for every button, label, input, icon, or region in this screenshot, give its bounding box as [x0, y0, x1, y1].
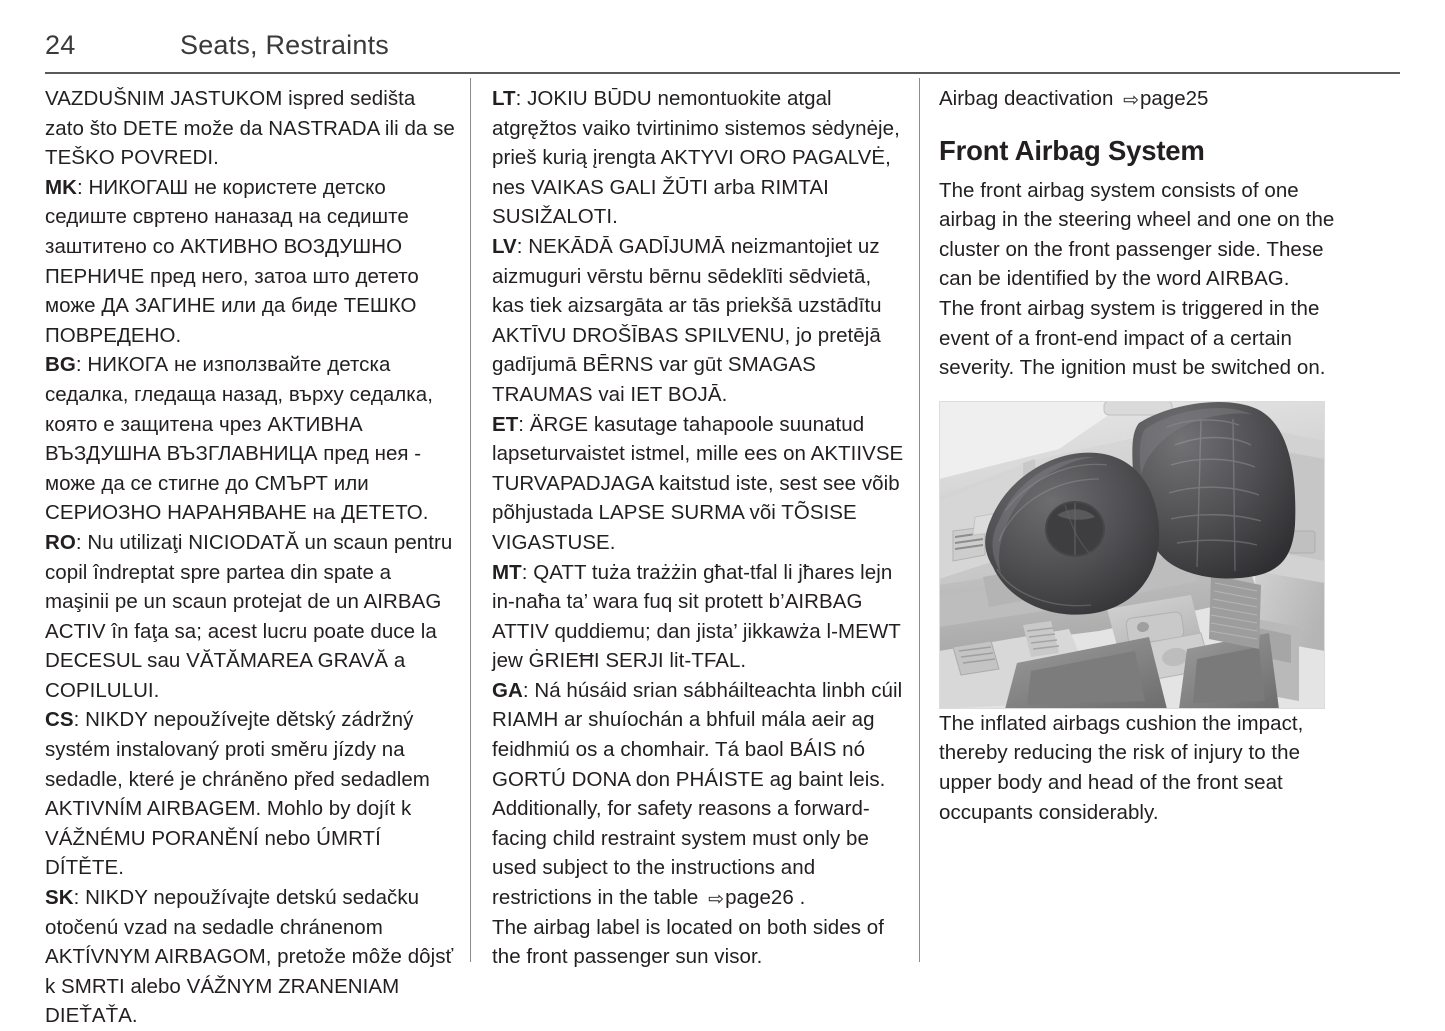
- column-1: [45, 84, 457, 1031]
- paragraph-text: : НИКОГАШ не користете детско седиште свртено наназад на седиште заштитено со АКТИВНО ВОЗДУШНО ПЕРНИЧЕ пред него, затоа што детето може ДА ЗАГИНЕ или да биде ТЕШКО ПОВРЕДЕНО.: [45, 175, 419, 347]
- column-divider-2: [919, 78, 920, 962]
- paragraph-cs: [45, 705, 457, 883]
- paragraph-ga: [492, 676, 904, 794]
- paragraph-additional-restrictions: [492, 794, 904, 912]
- paragraph-et: [492, 410, 904, 558]
- paragraph-airbag-cushion-effect: The inflated airbags cushion the impact, thereby reducing the risk of injury to the upper body and head of the front seat occupants considerably.: [939, 711, 1304, 824]
- paragraph-text: : QATT tuża trażżin għat-tfal li jħares lejn in-naħa ta’ wara fuq sit protett b’AIRBAG ATTIV quddiemu; dan jista’ jikkawża l-MEWT jew ĠRIEĦI SERJI lit-TFAL.: [492, 560, 901, 673]
- cross-reference-arrow-icon: ⇨: [708, 889, 725, 911]
- paragraph-front-airbag-description: The front airbag system consists of one airbag in the steering wheel and one on the cluster on the front passenger side. These can be identified by the word AIRBAG.: [939, 178, 1335, 291]
- cross-reference-target[interactable]: page26: [725, 886, 794, 910]
- paragraph-front-airbag-trigger: The front airbag system is triggered in the event of a front-end impact of a certain severity. The ignition must be switched on.: [939, 296, 1326, 380]
- paragraph-bg: [45, 350, 457, 528]
- paragraph-text: : NIKDY nepoužívajte detskú sedačku otočenú vzad na sedadle chránenom AKTÍVNYM AIRBAGOM, pretože môže dôjsť k SMRTI alebo VÁŽNYM ZRANENIAM DIEŤAŤA.: [45, 886, 454, 1028]
- paragraph-text: : Nu utilizaţi NICIODATĂ un scaun pentru copil îndreptat spre partea din spate a maşinii pe un scaun protejat de un AIRBAG ACTIV în faţa sa; acest lucru poate duce la DECESUL sau VĂTĂMAREA GRAVĂ a COPILULUI.: [45, 530, 453, 702]
- paragraph-text: VAZDUŠNIM JASTUKOM ispred sedišta zato što DETE može da NASTRADA ili da se TEŠKO POVREDI.: [45, 87, 455, 170]
- column-divider-1: [470, 78, 471, 962]
- paragraph-sk: [45, 883, 457, 1031]
- language-code-mk: MK: [45, 175, 77, 199]
- paragraph-text: The airbag label is located on both sides of the front passenger sun visor.: [492, 915, 884, 969]
- sentence-period: .: [799, 886, 806, 910]
- content-columns: [0, 84, 1445, 1028]
- page-header: [45, 30, 1400, 74]
- paragraph-text: : NEKĀDĀ GADĪJUMĀ neizmantojiet uz aizmuguri vērstu bērnu sēdeklīti sēdvietā, kas tiek aizsargāta ar tās priekšā uzstādītu AKTĪVU DROŠĪBAS SPILVENU, jo pretējā gadījumā BĒRNS var gūt SMAGAS TRAUMAS vai IET BOJĀ.: [492, 234, 882, 406]
- column-2: [492, 84, 904, 972]
- paragraph-mt: [492, 558, 904, 676]
- paragraph-text: : NIKDY nepoužívejte dětský zádržný systém instalovaný proti směru jízdy na sedadle, které je chráněno před sedadlem AKTIVNÍM AIRBAGEM. Mohlo by dojít k VÁŽNÉMU PORANĚNÍ nebo ÚMRTÍ DÍTĚTE.: [45, 708, 430, 880]
- airbag-deactivation-cross-reference: [939, 84, 1339, 114]
- language-code-lt: LT: [492, 87, 516, 110]
- language-code-ga: GA: [492, 678, 523, 702]
- language-code-mt: MT: [492, 560, 522, 584]
- paragraph-lt: [492, 84, 904, 232]
- paragraph-text: Additionally, for safety reasons a forward-facing child restraint system must only be used subject to the instructions and restrictions in the table: [492, 797, 870, 910]
- paragraph-ro: [45, 528, 457, 706]
- section-title-front-airbag-system: Front Airbag System: [939, 134, 1205, 166]
- cross-reference-arrow-icon: ⇨: [1123, 90, 1139, 111]
- language-code-cs: CS: [45, 708, 74, 732]
- language-code-lv: LV: [492, 234, 517, 258]
- paragraph-continuation-sr: [45, 84, 457, 173]
- language-code-et: ET: [492, 412, 519, 436]
- paragraph-label-location: [492, 913, 904, 972]
- car-interior-airbags-figure: [939, 401, 1325, 709]
- paragraph-text: : Ná húsáid srian sábháilteachta linbh cúil RIAMH ar shuíochán a bhfuil mála aeir ag feidhmiú os a chomhair. Tá baol BÁIS nó GORTÚ DONA don PHÁISTE ag baint leis.: [492, 678, 903, 791]
- paragraph-text: : ÄRGE kasutage tahapoole suunatud lapseturvaistet istmel, mille ees on AKTIIVSE TURVAPADJAGA kaitstud iste, sest see võib põhjustada LAPSE SURMA või TÕSISE VIGASTUSE.: [492, 412, 904, 554]
- language-code-sk: SK: [45, 886, 74, 910]
- paragraph-text: : НИКОГА не използвайте детска седалка, гледаща назад, върху седалка, която е защитена чрез АКТИВНА ВЪЗДУШНА ВЪЗГЛАВНИЦА пред нея - може да се стигне до СМЪРТ или СЕРИОЗНО НАРАНЯВАНЕ на ДЕТЕТО.: [45, 353, 433, 525]
- chapter-title: Seats, Restraints: [180, 30, 389, 60]
- language-code-ro: RO: [45, 530, 76, 554]
- front-airbag-illustration: [939, 401, 1325, 709]
- paragraph-mk: [45, 173, 457, 351]
- paragraph-text: : JOKIU BŪDU nemontuokite atgal atgręžtos vaiko tvirtinimo sistemos sėdynėje, prieš kurią įrengta AKTYVI ORO PAGALVĖ, nes VAIKAS GALI ŽŪTI arba RIMTAI SUSIŽALOTI.: [492, 87, 900, 229]
- page-number: 24: [45, 30, 76, 60]
- language-code-bg: BG: [45, 353, 76, 377]
- cross-reference-label: Airbag deactivation: [939, 87, 1114, 110]
- column-3: [939, 84, 1339, 827]
- paragraph-lv: [492, 232, 904, 410]
- cross-reference-target[interactable]: page25: [1140, 87, 1209, 110]
